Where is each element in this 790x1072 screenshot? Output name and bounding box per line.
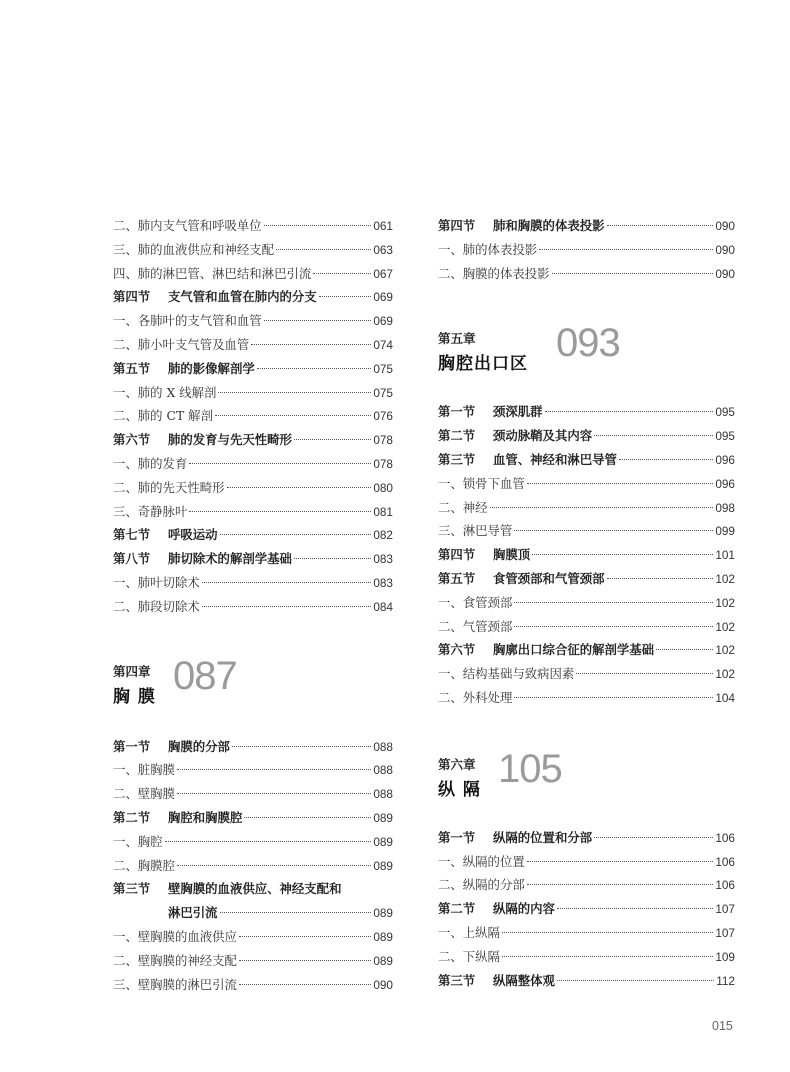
- entry-title: 颈动脉鞘及其内容: [493, 428, 593, 444]
- entry-page: 106: [715, 854, 735, 869]
- entry-page: 106: [715, 830, 735, 845]
- entry-title: 一、各肺叶的支气管和血管: [113, 313, 262, 329]
- section-number: 第七节: [113, 527, 151, 543]
- entry-page: 069: [373, 290, 393, 305]
- section-number: 第四节: [113, 289, 151, 305]
- toc-entry[interactable]: [438, 591, 735, 615]
- dot-leader: [490, 507, 714, 508]
- chapter-title: 纵 隔: [438, 779, 481, 800]
- entry-title: 胸廓出口综合征的解剖学基础: [493, 642, 655, 658]
- toc-entry[interactable]: [438, 238, 735, 262]
- dot-leader: [514, 602, 713, 603]
- entry-title: 二、壁胸膜的神经支配: [113, 952, 237, 968]
- entry-title: 四、肺的淋巴管、淋巴结和淋巴引流: [113, 265, 312, 281]
- dot-leader: [619, 459, 713, 460]
- toc-left-column: [113, 214, 393, 996]
- toc-block: [438, 214, 735, 285]
- entry-page: 075: [373, 385, 393, 400]
- entry-page: 107: [715, 925, 735, 940]
- entry-page: 090: [715, 219, 735, 233]
- toc-entry[interactable]: [113, 782, 393, 806]
- section-number: 第六节: [438, 642, 476, 658]
- section-number: 第二节: [438, 901, 476, 917]
- entry-title: 二、肺的先天性畸形: [113, 479, 225, 495]
- toc-entry[interactable]: [113, 547, 393, 571]
- entry-page: 104: [715, 690, 735, 705]
- entry-title: 二、气管颈部: [438, 618, 513, 634]
- toc-entry[interactable]: [438, 686, 735, 710]
- toc-block: [438, 826, 735, 993]
- toc-entry[interactable]: [113, 949, 393, 973]
- entry-page: 112: [716, 973, 735, 988]
- dot-leader: [189, 511, 371, 512]
- entry-page: 083: [373, 552, 393, 567]
- entry-title: 一、肺叶切除术: [113, 574, 200, 590]
- entry-title: 肺切除术的解剖学基础: [168, 551, 292, 567]
- toc-block: [113, 925, 393, 996]
- entry-page: 102: [715, 619, 735, 634]
- dot-leader: [527, 483, 714, 484]
- entry-title: 二、肺内支气管和呼吸单位: [113, 218, 262, 233]
- dot-leader: [607, 225, 714, 226]
- entry-page: 098: [715, 500, 735, 515]
- entry-title: 一、肺的 X 线解剖: [113, 384, 217, 400]
- entry-page: 102: [715, 643, 735, 658]
- dot-leader: [557, 980, 714, 981]
- entry-title: 二、肺段切除术: [113, 598, 200, 614]
- toc-entry[interactable]: [113, 877, 393, 901]
- toc-entry[interactable]: [438, 826, 735, 850]
- entry-page: 089: [373, 906, 393, 921]
- section-number: 第二节: [438, 428, 476, 444]
- entry-page: 095: [715, 405, 735, 420]
- chapter-title: 胸腔出口区: [438, 354, 528, 375]
- toc-entry[interactable]: [438, 496, 735, 520]
- entry-page: 088: [373, 739, 393, 754]
- entry-title: 一、壁胸膜的血液供应: [113, 928, 237, 944]
- dot-leader: [656, 649, 713, 650]
- entry-title: 食管颈部和气管颈部: [493, 570, 605, 586]
- chapter-label: 第六章: [438, 756, 476, 772]
- section-number: 第五节: [438, 570, 476, 586]
- entry-page: 106: [715, 878, 735, 893]
- entry-title: 一、胸腔: [113, 833, 163, 849]
- dot-leader: [527, 884, 714, 885]
- dot-leader: [202, 582, 372, 583]
- entry-page: 090: [715, 242, 735, 257]
- entry-page: 088: [373, 787, 393, 802]
- entry-page: 102: [715, 571, 735, 586]
- chapter-heading: [438, 746, 735, 815]
- section-number: 第三节: [438, 451, 476, 467]
- entry-title: 纵隔整体观: [493, 972, 555, 988]
- dot-leader: [177, 793, 371, 794]
- section-number: 第二节: [113, 809, 151, 825]
- entry-page: 078: [373, 456, 393, 471]
- toc-entry[interactable]: [113, 238, 393, 262]
- toc-entry[interactable]: [438, 850, 735, 874]
- dot-leader: [202, 606, 372, 607]
- toc-entry[interactable]: [113, 595, 393, 619]
- entry-page: 061: [373, 219, 393, 233]
- toc-entry[interactable]: [113, 973, 393, 997]
- dot-leader: [244, 817, 371, 818]
- dot-leader: [607, 578, 714, 579]
- toc-entry[interactable]: [113, 381, 393, 405]
- page-number: 015: [712, 1019, 733, 1033]
- toc-entry[interactable]: [113, 854, 393, 878]
- toc-entry[interactable]: [113, 333, 393, 357]
- dot-leader: [576, 673, 713, 674]
- toc-entry[interactable]: [438, 519, 735, 543]
- entry-page: 089: [373, 929, 393, 944]
- toc-entry[interactable]: [113, 309, 393, 333]
- toc-entry[interactable]: [113, 901, 393, 925]
- entry-page: 109: [715, 949, 735, 964]
- entry-title: 二、肺的 CT 解剖: [113, 408, 213, 424]
- dot-leader: [251, 344, 371, 345]
- entry-page: 089: [373, 953, 393, 968]
- section-number: 第三节: [438, 972, 476, 988]
- entry-page: 107: [715, 902, 735, 917]
- toc-entry[interactable]: [438, 638, 735, 662]
- chapter-page-number: 087: [173, 653, 237, 698]
- dot-leader: [502, 932, 713, 933]
- chapter-label: 第四章: [113, 663, 151, 679]
- dot-leader: [232, 746, 371, 747]
- dot-leader: [257, 368, 372, 369]
- dot-leader: [514, 530, 713, 531]
- chapter-page-number: 105: [498, 746, 562, 791]
- entry-page: 082: [373, 528, 393, 543]
- entry-title: 三、奇静脉叶: [113, 503, 188, 519]
- section-number: 第六节: [113, 432, 151, 448]
- entry-title: 一、纵隔的位置: [438, 853, 525, 869]
- toc-entry[interactable]: [438, 448, 735, 472]
- toc-entry[interactable]: [113, 500, 393, 524]
- dot-leader: [557, 908, 713, 909]
- toc-block: [113, 735, 393, 878]
- toc-entry[interactable]: [438, 921, 735, 945]
- dot-leader: [220, 912, 372, 913]
- entry-title: 一、上纵隔: [438, 924, 500, 940]
- dot-leader: [165, 841, 372, 842]
- dot-leader: [264, 320, 372, 321]
- entry-page: 084: [373, 599, 393, 614]
- entry-title: 淋巴引流: [168, 905, 218, 921]
- toc-entry[interactable]: [113, 357, 393, 381]
- dot-leader: [545, 411, 714, 412]
- toc-entry[interactable]: [113, 758, 393, 782]
- toc-block: [438, 400, 735, 709]
- toc-entry[interactable]: [438, 897, 735, 921]
- dot-leader: [218, 392, 371, 393]
- entry-page: 078: [373, 433, 393, 448]
- entry-page: 099: [715, 524, 735, 539]
- dot-leader: [594, 837, 713, 838]
- chapter-heading: [113, 653, 393, 722]
- entry-page: 088: [373, 763, 393, 778]
- entry-title: 纵隔的内容: [493, 901, 555, 917]
- toc-entry[interactable]: [113, 830, 393, 854]
- entry-title: 一、脏胸膜: [113, 762, 175, 778]
- entry-title: 支气管和血管在肺内的分支: [168, 289, 317, 305]
- dot-leader: [239, 936, 371, 937]
- entry-title: 三、壁胸膜的淋巴引流: [113, 976, 237, 992]
- dot-leader: [294, 439, 371, 440]
- entry-title: 二、胸膜腔: [113, 857, 175, 873]
- dot-leader: [177, 865, 371, 866]
- entry-title: 三、肺的血液供应和神经支配: [113, 241, 275, 257]
- dot-leader: [239, 960, 371, 961]
- toc-entry[interactable]: [113, 285, 393, 309]
- dot-leader: [514, 697, 713, 698]
- entry-page: 089: [373, 858, 393, 873]
- section-number: 第三节: [113, 881, 151, 897]
- entry-title: 呼吸运动: [168, 527, 218, 543]
- entry-page: 063: [373, 242, 393, 257]
- entry-page: 083: [373, 575, 393, 590]
- entry-title: 肺的发育与先天性畸形: [168, 432, 292, 448]
- toc-entry[interactable]: [438, 472, 735, 496]
- toc-entry[interactable]: [438, 543, 735, 567]
- entry-title: 一、肺的体表投影: [438, 241, 538, 257]
- entry-page: 096: [715, 476, 735, 491]
- section-number: 第一节: [113, 738, 151, 754]
- dot-leader: [502, 956, 713, 957]
- entry-title: 血管、神经和淋巴导管: [493, 451, 617, 467]
- entry-page: 069: [373, 314, 393, 329]
- dot-leader: [539, 249, 713, 250]
- entry-page: 076: [373, 409, 393, 424]
- entry-title: 肺的影像解剖学: [168, 360, 255, 376]
- toc-entry[interactable]: [438, 969, 735, 993]
- chapter-title: 胸 膜: [113, 686, 156, 707]
- section-number: 第四节: [438, 547, 476, 563]
- dot-leader: [239, 984, 371, 985]
- entry-title: 颈深肌群: [493, 404, 543, 420]
- toc-entry[interactable]: [438, 662, 735, 686]
- entry-title: 一、锁骨下血管: [438, 475, 525, 491]
- entry-title: 二、下纵隔: [438, 948, 500, 964]
- toc-entry[interactable]: [113, 735, 393, 759]
- entry-page: 102: [715, 595, 735, 610]
- entry-title: 壁胸膜的血液供应、神经支配和: [168, 881, 342, 897]
- entry-page: 081: [373, 504, 393, 519]
- toc-entry[interactable]: [113, 452, 393, 476]
- section-number: 第一节: [438, 829, 476, 845]
- toc-entry[interactable]: [438, 214, 735, 238]
- entry-title: 二、神经: [438, 499, 488, 515]
- dot-leader: [527, 861, 714, 862]
- entry-title: 二、外科处理: [438, 689, 513, 705]
- entry-page: 102: [715, 667, 735, 682]
- entry-page: 080: [373, 480, 393, 495]
- entry-title: 肺和胸膜的体表投影: [493, 218, 605, 233]
- entry-title: 二、壁胸膜: [113, 786, 175, 802]
- dot-leader: [276, 249, 371, 250]
- entry-page: 090: [715, 266, 735, 281]
- section-number: 第五节: [113, 360, 151, 376]
- entry-title: 一、肺的发育: [113, 455, 188, 471]
- section-number: 第八节: [113, 551, 151, 567]
- dot-leader: [319, 296, 372, 297]
- toc-entry[interactable]: [438, 945, 735, 969]
- toc-entry[interactable]: [438, 424, 735, 448]
- entry-title: 三、淋巴导管: [438, 523, 513, 539]
- dot-leader: [532, 554, 713, 555]
- entry-title: 二、肺小叶支气管及血管: [113, 336, 250, 352]
- entry-page: 095: [715, 429, 735, 444]
- entry-page: 067: [373, 266, 393, 281]
- toc-entry[interactable]: [438, 873, 735, 897]
- entry-page: 089: [373, 834, 393, 849]
- dot-leader: [264, 225, 372, 226]
- toc-entry[interactable]: [113, 214, 393, 238]
- entry-page: 074: [373, 337, 393, 352]
- toc-right-column: [438, 214, 735, 992]
- entry-page: 101: [715, 548, 735, 563]
- section-number: 第一节: [438, 404, 476, 420]
- dot-leader: [220, 534, 372, 535]
- entry-title: 一、结构基础与致病因素: [438, 666, 575, 682]
- dot-leader: [552, 273, 714, 274]
- entry-page: 096: [715, 452, 735, 467]
- toc-entry[interactable]: [438, 262, 735, 286]
- chapter-heading: [438, 321, 735, 389]
- toc-entry[interactable]: [113, 404, 393, 428]
- toc-entry[interactable]: [113, 925, 393, 949]
- dot-leader: [594, 435, 713, 436]
- entry-page: 090: [373, 977, 393, 992]
- toc-entry[interactable]: [113, 806, 393, 830]
- dot-leader: [313, 273, 371, 274]
- entry-title: 胸膜的分部: [168, 738, 230, 754]
- section-number: 第四节: [438, 218, 476, 233]
- toc-entry[interactable]: [438, 615, 735, 639]
- entry-title: 二、胸膜的体表投影: [438, 265, 550, 281]
- entry-title: 纵隔的位置和分部: [493, 829, 593, 845]
- toc-entry[interactable]: [113, 571, 393, 595]
- dot-leader: [227, 487, 372, 488]
- entry-page: 089: [373, 810, 393, 825]
- entry-title: 二、纵隔的分部: [438, 877, 525, 893]
- toc-entry[interactable]: [113, 262, 393, 286]
- dot-leader: [215, 415, 371, 416]
- entry-title: 一、食管颈部: [438, 594, 513, 610]
- toc-entry[interactable]: [113, 523, 393, 547]
- toc-entry[interactable]: [113, 428, 393, 452]
- toc-block: [113, 214, 393, 619]
- chapter-label: 第五章: [438, 331, 476, 347]
- dot-leader: [189, 463, 371, 464]
- entry-page: 075: [373, 361, 393, 376]
- chapter-page-number: 093: [556, 321, 620, 366]
- dot-leader: [294, 558, 371, 559]
- dot-leader: [177, 769, 371, 770]
- toc-entry[interactable]: [438, 400, 735, 424]
- dot-leader: [514, 626, 713, 627]
- entry-title: 胸腔和胸膜腔: [168, 809, 243, 825]
- entry-title: 胸膜顶: [493, 547, 531, 563]
- toc-entry[interactable]: [438, 567, 735, 591]
- toc-entry[interactable]: [113, 476, 393, 500]
